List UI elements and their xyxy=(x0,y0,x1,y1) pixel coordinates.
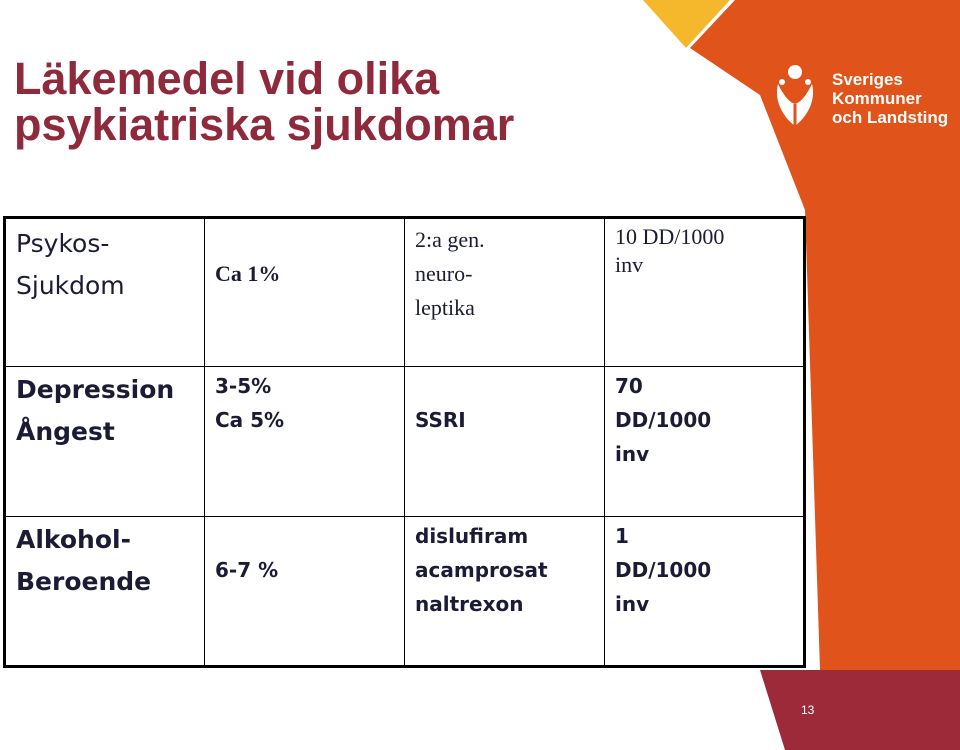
logo-line-2: Kommuner xyxy=(832,89,922,108)
usage-line: inv xyxy=(615,592,650,616)
condition-line: Ångest xyxy=(16,417,115,446)
usage-line: 10 DD/1000 xyxy=(615,224,725,249)
drug-line: naltrexon xyxy=(415,592,524,616)
condition-cell xyxy=(5,517,205,667)
drug-line: leptika xyxy=(415,295,475,320)
logo-line-3: och Landsting xyxy=(832,108,949,127)
dark-red-band xyxy=(760,670,960,750)
drug-cell xyxy=(405,367,605,517)
usage-line: inv xyxy=(615,252,644,277)
slide-title xyxy=(14,53,515,150)
drug-cell xyxy=(405,517,605,667)
title-line-2: psykiatriska sjukdomar xyxy=(14,99,515,150)
condition-line: Depression xyxy=(16,375,175,404)
drug-cell xyxy=(405,218,605,367)
medication-table xyxy=(3,216,806,668)
prevalence-cell xyxy=(205,517,405,667)
usage-line: DD/1000 xyxy=(615,408,712,432)
drug-line: SSRI xyxy=(415,408,466,432)
page-number: 13 xyxy=(801,703,815,717)
condition-cell xyxy=(5,218,205,367)
usage-cell xyxy=(605,517,805,667)
usage-line: 70 xyxy=(615,374,643,398)
table-row xyxy=(5,218,805,367)
prevalence-cell xyxy=(205,218,405,367)
condition-cell xyxy=(5,367,205,517)
table-row xyxy=(5,517,805,667)
condition-line: Alkohol- xyxy=(16,525,131,554)
usage-cell xyxy=(605,367,805,517)
table-row xyxy=(5,367,805,517)
drug-line: neuro- xyxy=(415,261,473,286)
usage-cell xyxy=(605,218,805,367)
condition-line: Psykos- xyxy=(16,229,110,258)
drug-line: acamprosat xyxy=(415,558,548,582)
condition-line: Beroende xyxy=(16,567,152,596)
usage-line: DD/1000 xyxy=(615,558,712,582)
logo-wordmark xyxy=(832,70,948,127)
prevalence-line: 6-7 % xyxy=(215,558,279,582)
logo-line-1: Sveriges xyxy=(832,70,903,89)
drug-line: dislufiram xyxy=(415,524,529,548)
prevalence-line: Ca 5% xyxy=(215,408,285,432)
usage-line: 1 xyxy=(615,524,629,548)
prevalence-line: Ca 1% xyxy=(215,261,281,286)
title-line-1: Läkemedel vid olika xyxy=(14,53,440,104)
prevalence-line: 3-5% xyxy=(215,374,272,398)
condition-line: Sjukdom xyxy=(16,271,125,300)
prevalence-cell xyxy=(205,367,405,517)
drug-line: 2:a gen. xyxy=(415,227,485,252)
usage-line: inv xyxy=(615,442,650,466)
